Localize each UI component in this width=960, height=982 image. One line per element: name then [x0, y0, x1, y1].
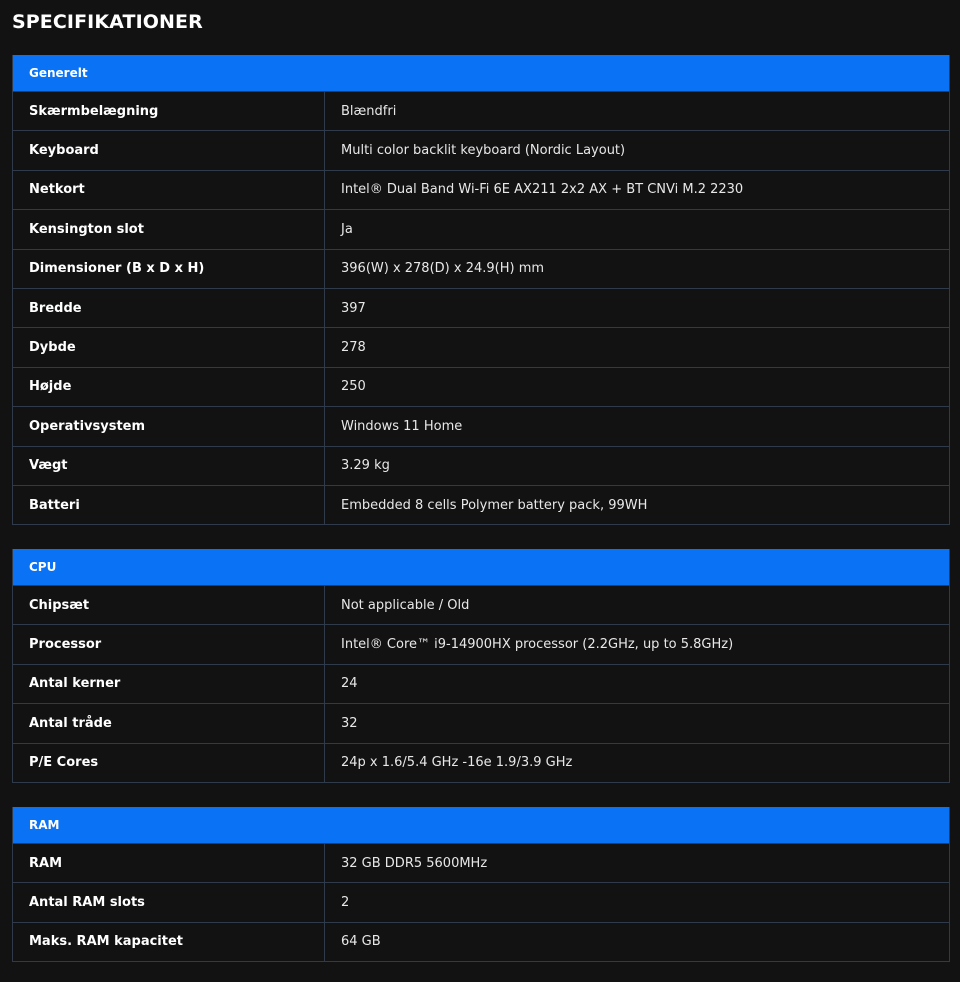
spec-value: 64 GB	[341, 934, 381, 950]
spec-label: Kensington slot	[13, 210, 325, 248]
spec-label: Vægt	[13, 447, 325, 485]
spec-row	[13, 664, 949, 703]
spec-row	[13, 922, 949, 961]
spec-label: Skærmbelægning	[13, 92, 325, 130]
spec-row	[13, 585, 949, 624]
spec-value: Embedded 8 cells Polymer battery pack, 99WH	[341, 497, 648, 513]
spec-value: Blændfri	[341, 103, 397, 119]
spec-row	[13, 743, 949, 782]
spec-row	[13, 288, 949, 327]
spec-label: Batteri	[13, 486, 325, 524]
spec-value: 278	[341, 340, 366, 356]
spec-value: 24	[341, 676, 358, 692]
spec-value: 2	[341, 895, 350, 911]
spec-label: Højde	[13, 368, 325, 406]
section-header: RAM	[13, 807, 949, 843]
spec-value: 396(W) x 278(D) x 24.9(H) mm	[341, 261, 545, 277]
spec-row	[13, 91, 949, 130]
spec-row	[13, 367, 949, 406]
spec-row	[13, 624, 949, 663]
spec-value: 32	[341, 715, 358, 731]
spec-row	[13, 882, 949, 921]
spec-value: 3.29 kg	[341, 458, 390, 474]
spec-value: Intel® Core™ i9-14900HX processor (2.2GHz, up to 5.8GHz)	[341, 637, 734, 653]
spec-section-ram	[12, 807, 950, 962]
spec-row	[13, 703, 949, 742]
spec-row	[13, 485, 949, 524]
section-header: CPU	[13, 549, 949, 585]
spec-value: 397	[341, 300, 366, 316]
spec-label: Processor	[13, 625, 325, 663]
spec-row	[13, 249, 949, 288]
spec-row	[13, 327, 949, 366]
spec-row	[13, 170, 949, 209]
spec-label: Keyboard	[13, 131, 325, 169]
spec-value: Ja	[341, 221, 353, 237]
spec-value: Intel® Dual Band Wi-Fi 6E AX211 2x2 AX + BT CNVi M.2 2230	[341, 182, 744, 198]
spec-label: Antal RAM slots	[13, 883, 325, 921]
spec-row	[13, 843, 949, 882]
spec-label: Dybde	[13, 328, 325, 366]
spec-value: Not applicable / Old	[341, 597, 470, 613]
page-title: SPECIFIKATIONER	[12, 11, 203, 33]
spec-label: Antal kerner	[13, 665, 325, 703]
spec-label: Maks. RAM kapacitet	[13, 923, 325, 961]
spec-value: Multi color backlit keyboard (Nordic Layout)	[341, 143, 626, 159]
spec-label: Chipsæt	[13, 586, 325, 624]
section-header: Generelt	[13, 55, 949, 91]
spec-row	[13, 406, 949, 445]
spec-label: Operativsystem	[13, 407, 325, 445]
spec-section-generelt	[12, 55, 950, 525]
spec-value: 24p x 1.6/5.4 GHz -16e 1.9/3.9 GHz	[341, 755, 573, 771]
spec-row	[13, 446, 949, 485]
spec-label: Antal tråde	[13, 704, 325, 742]
spec-row	[13, 130, 949, 169]
spec-row	[13, 209, 949, 248]
spec-section-cpu	[12, 549, 950, 783]
spec-label: Bredde	[13, 289, 325, 327]
spec-label: P/E Cores	[13, 744, 325, 782]
spec-value: 250	[341, 379, 366, 395]
spec-label: Dimensioner (B x D x H)	[13, 250, 325, 288]
spec-value: Windows 11 Home	[341, 418, 463, 434]
spec-label: RAM	[13, 844, 325, 882]
spec-value: 32 GB DDR5 5600MHz	[341, 855, 488, 871]
spec-label: Netkort	[13, 171, 325, 209]
